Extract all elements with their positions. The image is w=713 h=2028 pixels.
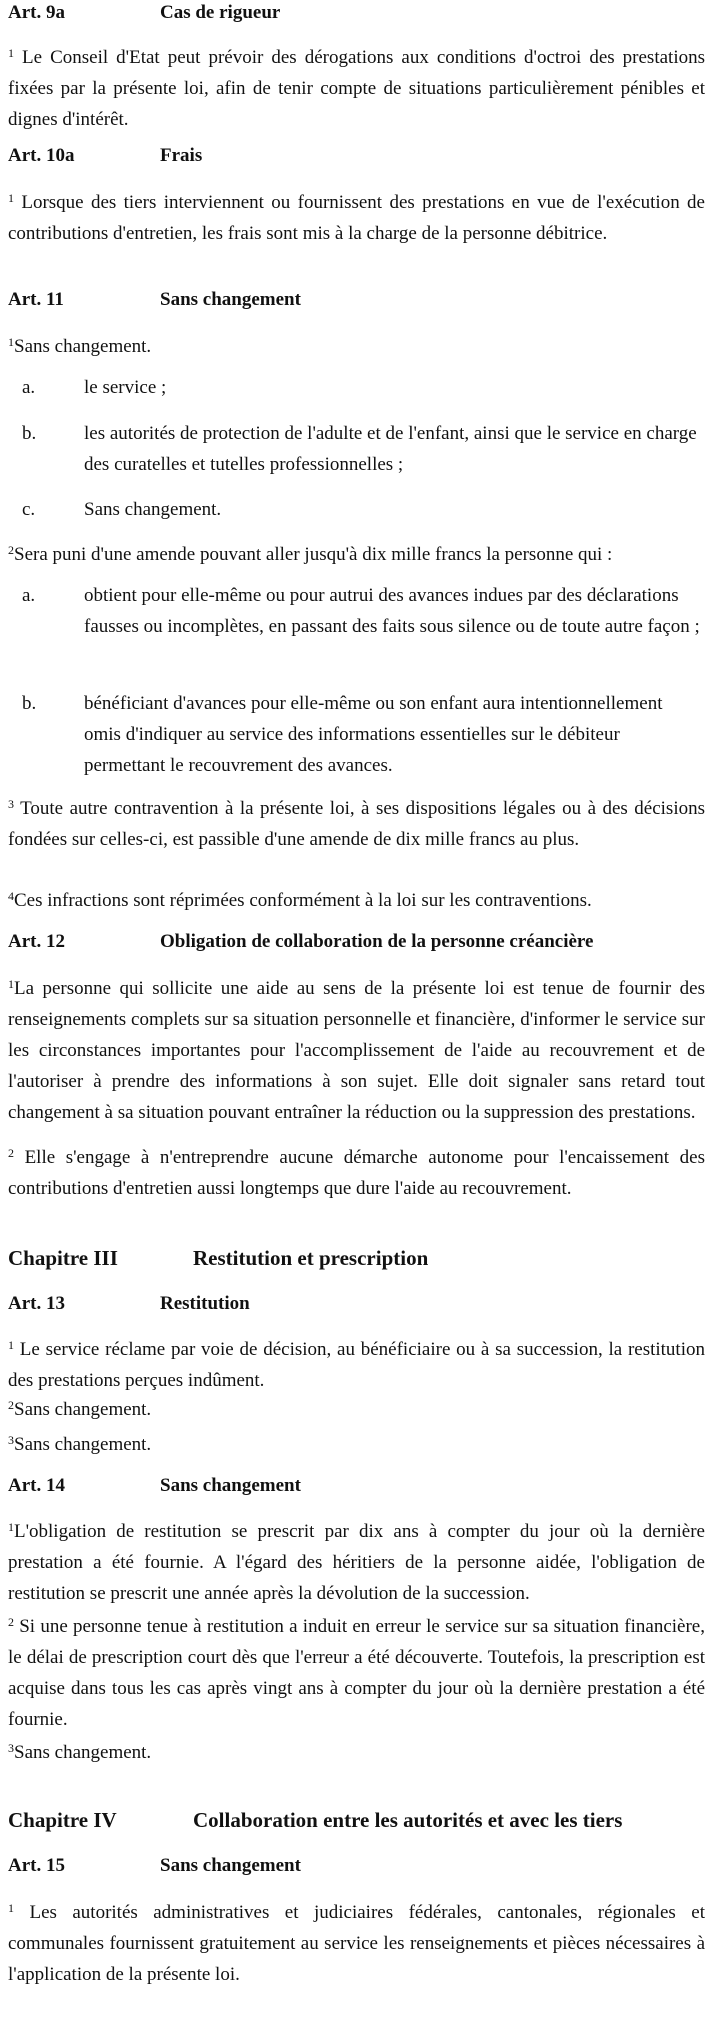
article-heading-12 bbox=[8, 931, 705, 953]
paragraph-number: 1 bbox=[8, 977, 14, 991]
article-number: Art. 10a bbox=[8, 145, 75, 166]
paragraph-text: La personne qui sollicite une aide au sens de la présente loi est tenue de fournir des renseignements complets sur sa situation personnelle et financière, d'informer le service sur les circonstances importantes pour l'accomplissement de l'aide au recouvrement et de l'autoriser à prendre des informations à son sujet. Elle doit signaler sans retard tout changement à sa situation pouvant entraîner la réduction ou la suppression des prestations. bbox=[8, 978, 705, 1123]
paragraph bbox=[8, 1516, 705, 1609]
paragraph-number: 3 bbox=[8, 797, 14, 811]
paragraph-text: Si une personne tenue à restitution a induit en erreur le service sur sa situation financière, le délai de prescription court dès que l'erreur a été découverte. Toutefois, la prescription est acquise dans tous les cas après vingt ans à compter du jour où la dernière prestation a été fournie. bbox=[8, 1616, 705, 1730]
article-heading-9a bbox=[8, 2, 705, 24]
article-title: Sans changement bbox=[160, 1855, 301, 1876]
paragraph-text: Sera puni d'une amende pouvant aller jusqu'à dix mille francs la personne qui : bbox=[14, 544, 613, 565]
paragraph-number: 1 bbox=[8, 1901, 14, 1915]
paragraph-number: 2 bbox=[8, 1615, 14, 1629]
paragraph bbox=[8, 187, 705, 249]
article-title: Frais bbox=[160, 145, 203, 166]
paragraph bbox=[8, 1334, 705, 1396]
list-text: le service ; bbox=[84, 377, 167, 398]
paragraph-number: 2 bbox=[8, 1146, 14, 1160]
paragraph-text: Lorsque des tiers interviennent ou fournissent des prestations en vue de l'exécution de contributions d'entretien, les frais sont mis à la charge de la personne débitrice. bbox=[8, 192, 705, 244]
article-title: Sans changement bbox=[160, 289, 301, 310]
paragraph bbox=[8, 1429, 705, 1460]
paragraph bbox=[8, 539, 705, 570]
list-marker: b. bbox=[22, 693, 37, 714]
paragraph-text: Le Conseil d'Etat peut prévoir des dérogations aux conditions d'octroi des prestations fixées par la présente loi, afin de tenir compte de situations particulièrement pénibles et dignes d'intérêt. bbox=[8, 47, 705, 130]
article-heading-10a bbox=[8, 145, 705, 167]
paragraph bbox=[8, 885, 705, 916]
paragraph bbox=[8, 793, 705, 855]
article-number: Art. 12 bbox=[8, 931, 65, 952]
paragraph-number: 3 bbox=[8, 1741, 14, 1755]
list-text: bénéficiant d'avances pour elle-même ou son enfant aura intentionnellement omis d'indiquer au service des informations essentielles sur le débiteur permettant le recouvrement des avances. bbox=[84, 693, 663, 776]
paragraph bbox=[8, 42, 705, 135]
paragraph-number: 1 bbox=[8, 191, 14, 205]
paragraph bbox=[8, 1611, 705, 1735]
paragraph-text: Toute autre contravention à la présente loi, à ses dispositions légales ou à des décisions fondées sur celles-ci, est passible d'une amende de dix mille francs au plus. bbox=[8, 798, 705, 850]
paragraph-text: Elle s'engage à n'entreprendre aucune démarche autonome pour l'encaissement des contributions d'entretien aussi longtemps que dure l'aide au recouvrement. bbox=[8, 1147, 705, 1199]
article-number: Art. 11 bbox=[8, 289, 64, 310]
chapter-number: Chapitre IV bbox=[8, 1808, 117, 1832]
article-title: Cas de rigueur bbox=[160, 2, 281, 23]
list-text: obtient pour elle-même ou pour autrui des avances indues par des déclarations fausses ou incomplètes, en passant des faits sous silence ou de toute autre façon ; bbox=[84, 585, 700, 637]
paragraph-text: Sans changement. bbox=[14, 336, 152, 357]
paragraph-number: 1 bbox=[8, 1338, 14, 1352]
chapter-heading-3 bbox=[8, 1246, 705, 1270]
chapter-heading-4 bbox=[8, 1808, 705, 1832]
paragraph-text: Sans changement. bbox=[14, 1399, 152, 1420]
chapter-number: Chapitre III bbox=[8, 1246, 118, 1270]
paragraph-text: Sans changement. bbox=[14, 1742, 152, 1763]
list-marker: a. bbox=[22, 377, 36, 398]
chapter-title: Collaboration entre les autorités et avec les tiers bbox=[193, 1808, 623, 1832]
paragraph-number: 2 bbox=[8, 543, 14, 557]
list-marker: a. bbox=[22, 585, 36, 606]
article-title: Sans changement bbox=[160, 1475, 301, 1496]
list-marker: c. bbox=[22, 499, 36, 520]
article-title: Restitution bbox=[160, 1293, 250, 1314]
article-title: Obligation de collaboration de la personne créancière bbox=[160, 931, 594, 952]
list-text: les autorités de protection de l'adulte et de l'enfant, ainsi que le service en charge des curatelles et tutelles professionnelles ; bbox=[84, 423, 697, 475]
paragraph-text: Les autorités administratives et judiciaires fédérales, cantonales, régionales et communales fournissent gratuitement au service les renseignements et pièces nécessaires à l'application de la présente loi. bbox=[8, 1902, 705, 1985]
paragraph-number: 1 bbox=[8, 335, 14, 349]
article-number: Art. 9a bbox=[8, 2, 65, 23]
paragraph-text: Sans changement. bbox=[14, 1434, 152, 1455]
paragraph-text: Ces infractions sont réprimées conformément à la loi sur les contraventions. bbox=[14, 890, 592, 911]
list-marker: b. bbox=[22, 423, 37, 444]
paragraph-text: L'obligation de restitution se prescrit par dix ans à compter du jour où la dernière prestation a été fournie. A l'égard des héritiers de la personne aidée, l'obligation de restitution se prescrit une année après la dévolution de la succession. bbox=[8, 1521, 705, 1604]
paragraph bbox=[8, 1394, 705, 1425]
article-number: Art. 14 bbox=[8, 1475, 65, 1496]
paragraph-number: 4 bbox=[8, 889, 14, 903]
chapter-title: Restitution et prescription bbox=[193, 1246, 429, 1270]
article-heading-13 bbox=[8, 1293, 705, 1315]
paragraph bbox=[8, 973, 705, 1128]
paragraph-number: 2 bbox=[8, 1398, 14, 1412]
paragraph-number: 1 bbox=[8, 1520, 14, 1534]
paragraph bbox=[8, 1897, 705, 1990]
paragraph-number: 3 bbox=[8, 1433, 14, 1447]
paragraph-number: 1 bbox=[8, 46, 14, 60]
article-number: Art. 15 bbox=[8, 1855, 65, 1876]
list-text: Sans changement. bbox=[84, 499, 222, 520]
article-number: Art. 13 bbox=[8, 1293, 65, 1314]
paragraph-text: Le service réclame par voie de décision, au bénéficiaire ou à sa succession, la restitution des prestations perçues indûment. bbox=[8, 1339, 705, 1391]
article-heading-14 bbox=[8, 1475, 705, 1497]
paragraph bbox=[8, 1142, 705, 1204]
article-heading-11 bbox=[8, 289, 705, 311]
paragraph bbox=[8, 331, 705, 362]
paragraph bbox=[8, 1737, 705, 1768]
article-heading-15 bbox=[8, 1855, 705, 1877]
